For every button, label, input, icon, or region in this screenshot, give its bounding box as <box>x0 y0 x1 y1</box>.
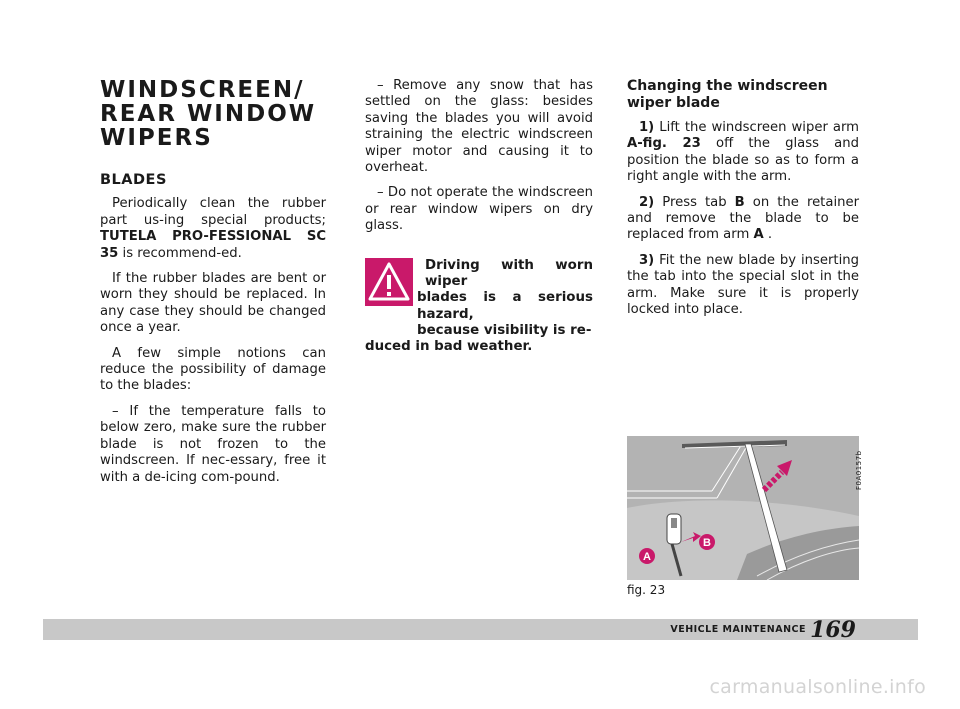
label-a: A <box>643 551 651 563</box>
figure-caption: fig. 23 <box>627 583 666 597</box>
watermark: carmanualsonline.info <box>709 676 926 698</box>
section-heading-changing: Changing the windscreen wiper blade <box>627 78 828 111</box>
column-left <box>100 78 326 495</box>
step-2: 2) Press tab B on the retainer and remove the blade to be replaced from arm A . <box>627 194 859 243</box>
figure-code: F0A0157b <box>855 450 863 490</box>
paragraph-frozen: – If the temperature falls to below zero, make sure the rubber blade is not frozen to the windscreen. If nec-essary, free it with a de-icing com-pound. <box>100 403 326 485</box>
step-1: 1) Lift the windscreen wiper arm A-fig. 23 off the glass and position the blade so as to form a right angle with the arm. <box>627 120 859 185</box>
paragraph-dry-glass: – Do not operate the windscreen or rear window wipers on dry glass. <box>365 185 593 234</box>
figure-wiper <box>627 436 859 580</box>
warning-box <box>365 258 593 355</box>
warning-text: Driving with worn wiper blades is a serious hazard, because visibility is re- duced in bad weather. <box>365 258 593 355</box>
wiper-illustration <box>627 436 859 580</box>
column-middle <box>365 78 593 244</box>
paragraph-notions: A few simple notions can reduce the possibility of damage to the blades: <box>100 345 326 394</box>
page-footer <box>43 617 918 643</box>
page-number: 169 <box>810 617 856 643</box>
page-title: WINDSCREEN/ REAR WINDOW WIPERS <box>100 77 317 151</box>
step-3: 3) Fit the new blade by inserting the tab into the special slot in the arm. Make sure it is properly locked into place. <box>627 252 859 318</box>
warning-triangle-icon <box>365 258 413 306</box>
label-b: B <box>703 537 711 549</box>
section-heading-blades: BLADES <box>100 172 167 188</box>
paragraph-replace: If the rubber blades are bent or worn they should be replaced. In any case they should be changed once a year. <box>100 271 326 336</box>
footer-section-label: VEHICLE MAINTENANCE <box>670 624 806 635</box>
column-right <box>627 78 859 327</box>
paragraph-cleaning: Periodically clean the rubber part us-ing special products; TUTELA PRO-FESSIONAL SC 35 is recommend-ed. <box>100 196 326 261</box>
paragraph-snow: – Remove any snow that has settled on the glass: besides saving the blades you will avoid straining the electric windscreen wiper motor and causing it to overheat. <box>365 78 593 176</box>
